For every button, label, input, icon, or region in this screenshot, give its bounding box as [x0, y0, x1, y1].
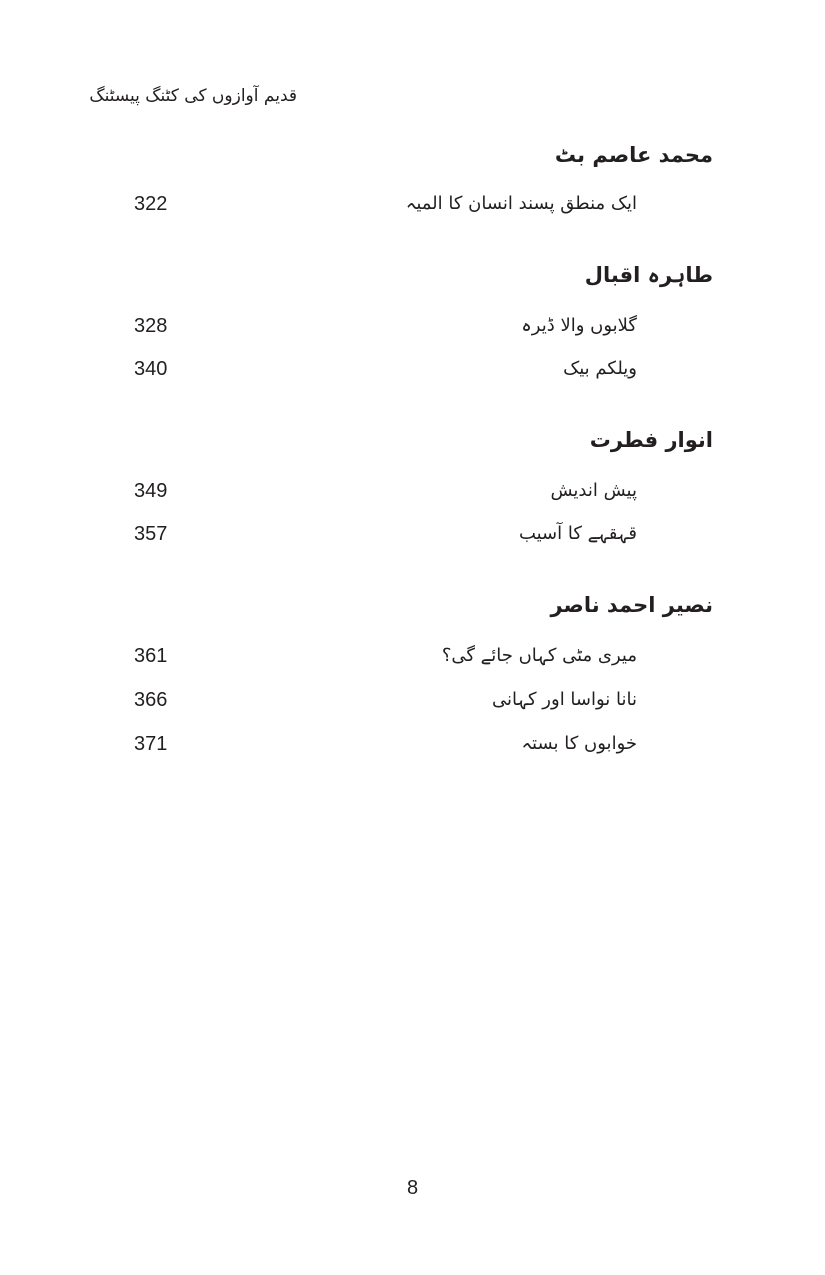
entry-title: نانا نواسا اور کہانی [491, 689, 637, 710]
entry-page-number: 328 [134, 315, 168, 337]
entry-page-number: 349 [134, 480, 168, 502]
entry-page-number: 340 [134, 358, 168, 380]
entry-title: پیش اندیش [550, 480, 637, 501]
entry-title: خوابوں کا بستہ [521, 733, 637, 754]
entry-title: گلابوں والا ڈیرہ [521, 315, 637, 336]
toc-entry[interactable] [0, 729, 825, 759]
entry-page-number: 322 [134, 193, 168, 215]
toc-entry[interactable] [0, 685, 825, 715]
toc-entry[interactable] [0, 354, 825, 384]
entry-page-number: 361 [134, 645, 168, 667]
page-number: 8 [406, 1177, 419, 1199]
author-heading: محمد عاصم بٹ [554, 143, 713, 167]
toc-entry[interactable] [0, 189, 825, 219]
author-heading: نصیر احمد ناصر [550, 593, 713, 617]
running-header: قدیم آوازوں کی کٹنگ پیسٹنگ [89, 86, 297, 106]
entry-title: میری مٹی کہاں جائے گی؟ [441, 645, 637, 666]
entry-title: ایک منطق پسند انسان کا المیہ [405, 193, 637, 214]
entry-title: قہقہے کا آسیب [518, 523, 637, 544]
toc-entry[interactable] [0, 311, 825, 341]
entry-page-number: 371 [134, 733, 168, 755]
author-heading: انوار فطرت [589, 428, 713, 452]
toc-entry[interactable] [0, 476, 825, 506]
entry-title: ویلکم بیک [563, 358, 637, 379]
entry-page-number: 366 [134, 689, 168, 711]
toc-entry[interactable] [0, 519, 825, 549]
toc-entry[interactable] [0, 641, 825, 671]
entry-page-number: 357 [134, 523, 168, 545]
author-heading: طاہرہ اقبال [584, 263, 713, 287]
